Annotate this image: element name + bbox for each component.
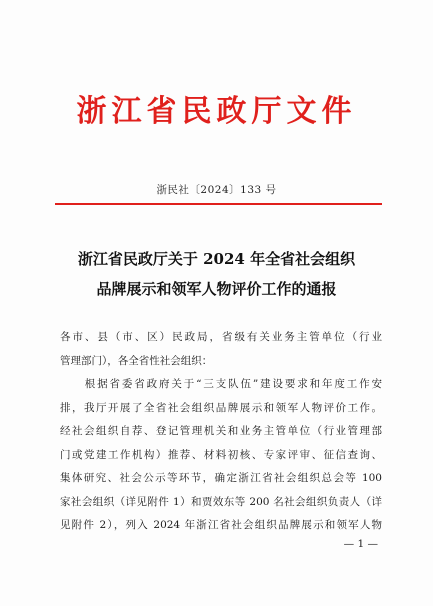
title-line-2: 品牌展示和领军人物评价工作的通报 [96, 280, 337, 298]
page-number: — 1 — [343, 538, 378, 550]
paragraph-line-4: 门或党建工作机构）推荐、材料初核、专家评审、征信查询、 [60, 448, 382, 461]
document-title [40, 244, 393, 304]
paragraph-line-1: 根据省委省政府关于“三支队伍”建设要求和年度工作安 [60, 378, 382, 390]
salutation-line-2: 管理部门），各全省性社会组织： [60, 354, 213, 367]
paragraph-line-2: 排，我厅开展了全省社会组织品牌展示和领军人物评价工作。 [60, 401, 382, 414]
document-number: 浙民社〔2024〕133 号 [156, 184, 277, 196]
paragraph-line-5: 集体研究、社会公示等环节，确定浙江省社会组织总会等 100 [60, 472, 382, 484]
title-line-1: 浙江省民政厅关于 2024 年全省社会组织 [77, 250, 356, 268]
document-body [60, 326, 382, 538]
salutation-line-1: 各市、县（市、区）民政局，省级有关业务主管单位（行业 [60, 331, 382, 343]
paragraph-line-6: 家社会组织（详见附件 1）和贾效东等 200 名社会组织负责人（详 [60, 495, 382, 508]
issuer-header: 浙江省民政厅文件 [76, 94, 357, 129]
paragraph-line-7: 见附件 2），列入 2024 年浙江省社会组织品牌展示和领军人物 [60, 519, 382, 531]
red-divider-line [55, 203, 382, 205]
paragraph-line-3: 经社会组织自荐、登记管理机关和业务主管单位（行业管理部 [60, 425, 382, 437]
